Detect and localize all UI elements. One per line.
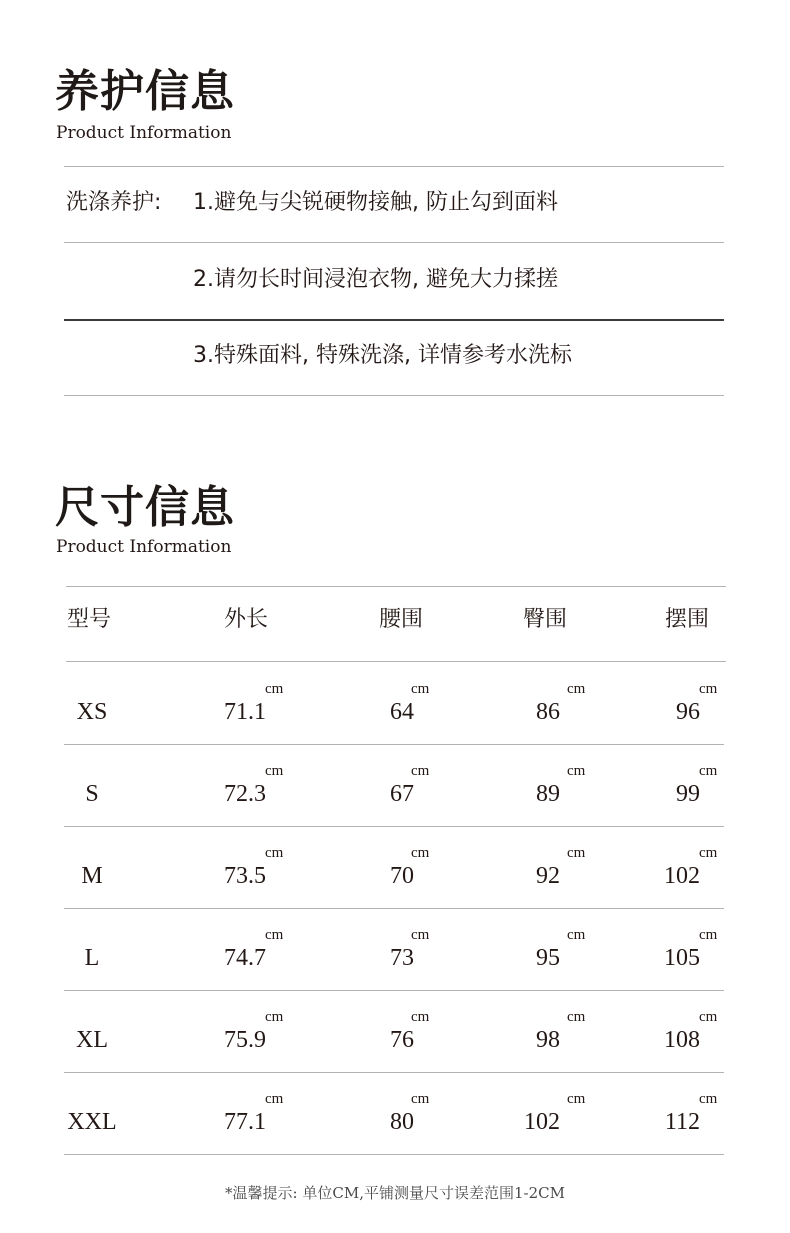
hip-cell: 98 xyxy=(536,1027,560,1053)
hem-cell: 96 xyxy=(676,699,700,725)
length-cell: 75.9 xyxy=(224,1027,266,1053)
unit-label: cm xyxy=(265,927,284,943)
size-cell: M xyxy=(81,863,103,889)
unit-label: cm xyxy=(699,681,718,697)
length-cell: 73.5 xyxy=(224,863,266,889)
row-divider xyxy=(64,908,724,909)
divider xyxy=(64,395,724,396)
size-cell: XXL xyxy=(67,1109,117,1135)
hip-cell: 86 xyxy=(536,699,560,725)
unit-label: cm xyxy=(265,681,284,697)
table-header-rule xyxy=(66,661,726,662)
row-divider xyxy=(64,1072,724,1073)
waist-cell: 67 xyxy=(390,781,414,807)
row-divider xyxy=(64,1154,724,1155)
header-waist: 腰围 xyxy=(379,607,424,632)
hem-cell: 108 xyxy=(664,1027,700,1053)
unit-label: cm xyxy=(567,927,586,943)
row-divider xyxy=(64,744,724,745)
hip-cell: 89 xyxy=(536,781,560,807)
unit-label: cm xyxy=(411,1009,430,1025)
hem-cell: 112 xyxy=(664,1109,700,1135)
unit-label: cm xyxy=(699,1091,718,1107)
unit-label: cm xyxy=(699,763,718,779)
unit-label: cm xyxy=(411,1091,430,1107)
size-cell: S xyxy=(85,781,99,807)
care-item-3: 3.特殊面料, 特殊洗涤, 详情参考水洗标 xyxy=(193,343,572,368)
size-note: *温馨提示: 单位CM,平铺测量尺寸误差范围1-2CM xyxy=(225,1184,565,1202)
unit-label: cm xyxy=(567,1091,586,1107)
unit-label: cm xyxy=(699,1009,718,1025)
unit-label: cm xyxy=(265,763,284,779)
unit-label: cm xyxy=(265,845,284,861)
size-cell: L xyxy=(84,945,100,971)
length-cell: 72.3 xyxy=(224,781,266,807)
hem-cell: 99 xyxy=(676,781,700,807)
header-size: 型号 xyxy=(67,607,112,632)
unit-label: cm xyxy=(411,845,430,861)
waist-cell: 80 xyxy=(390,1109,414,1135)
row-divider xyxy=(64,990,724,991)
care-item-1: 1.避免与尖锐硬物接触, 防止勾到面料 xyxy=(193,190,558,215)
length-cell: 71.1 xyxy=(224,699,266,725)
unit-label: cm xyxy=(567,1009,586,1025)
size-cell: XL xyxy=(76,1027,108,1053)
table-top-rule xyxy=(66,586,726,587)
divider xyxy=(64,319,724,321)
header-hem: 摆围 xyxy=(665,607,710,632)
hem-cell: 102 xyxy=(664,863,700,889)
care-label: 洗涤养护: xyxy=(66,190,162,215)
unit-label: cm xyxy=(699,845,718,861)
unit-label: cm xyxy=(567,763,586,779)
header-hip: 臀围 xyxy=(523,607,568,632)
hip-cell: 95 xyxy=(536,945,560,971)
care-section-title: 养护信息 xyxy=(55,66,235,117)
care-section-subtitle: Product Information xyxy=(56,123,232,143)
unit-label: cm xyxy=(411,681,430,697)
length-cell: 74.7 xyxy=(224,945,266,971)
hem-cell: 105 xyxy=(664,945,700,971)
waist-cell: 70 xyxy=(390,863,414,889)
unit-label: cm xyxy=(699,927,718,943)
unit-label: cm xyxy=(265,1009,284,1025)
divider xyxy=(64,242,724,243)
size-section-title: 尺寸信息 xyxy=(55,482,235,533)
unit-label: cm xyxy=(265,1091,284,1107)
header-length: 外长 xyxy=(224,607,269,632)
waist-cell: 73 xyxy=(390,945,414,971)
size-section-subtitle: Product Information xyxy=(56,537,232,557)
unit-label: cm xyxy=(567,845,586,861)
unit-label: cm xyxy=(411,927,430,943)
waist-cell: 64 xyxy=(390,699,414,725)
divider xyxy=(64,166,724,167)
size-cell: XS xyxy=(76,699,108,725)
length-cell: 77.1 xyxy=(224,1109,266,1135)
row-divider xyxy=(64,826,724,827)
hip-cell: 92 xyxy=(536,863,560,889)
unit-label: cm xyxy=(411,763,430,779)
hip-cell: 102 xyxy=(524,1109,560,1135)
unit-label: cm xyxy=(567,681,586,697)
care-item-2: 2.请勿长时间浸泡衣物, 避免大力揉搓 xyxy=(193,267,558,292)
waist-cell: 76 xyxy=(390,1027,414,1053)
